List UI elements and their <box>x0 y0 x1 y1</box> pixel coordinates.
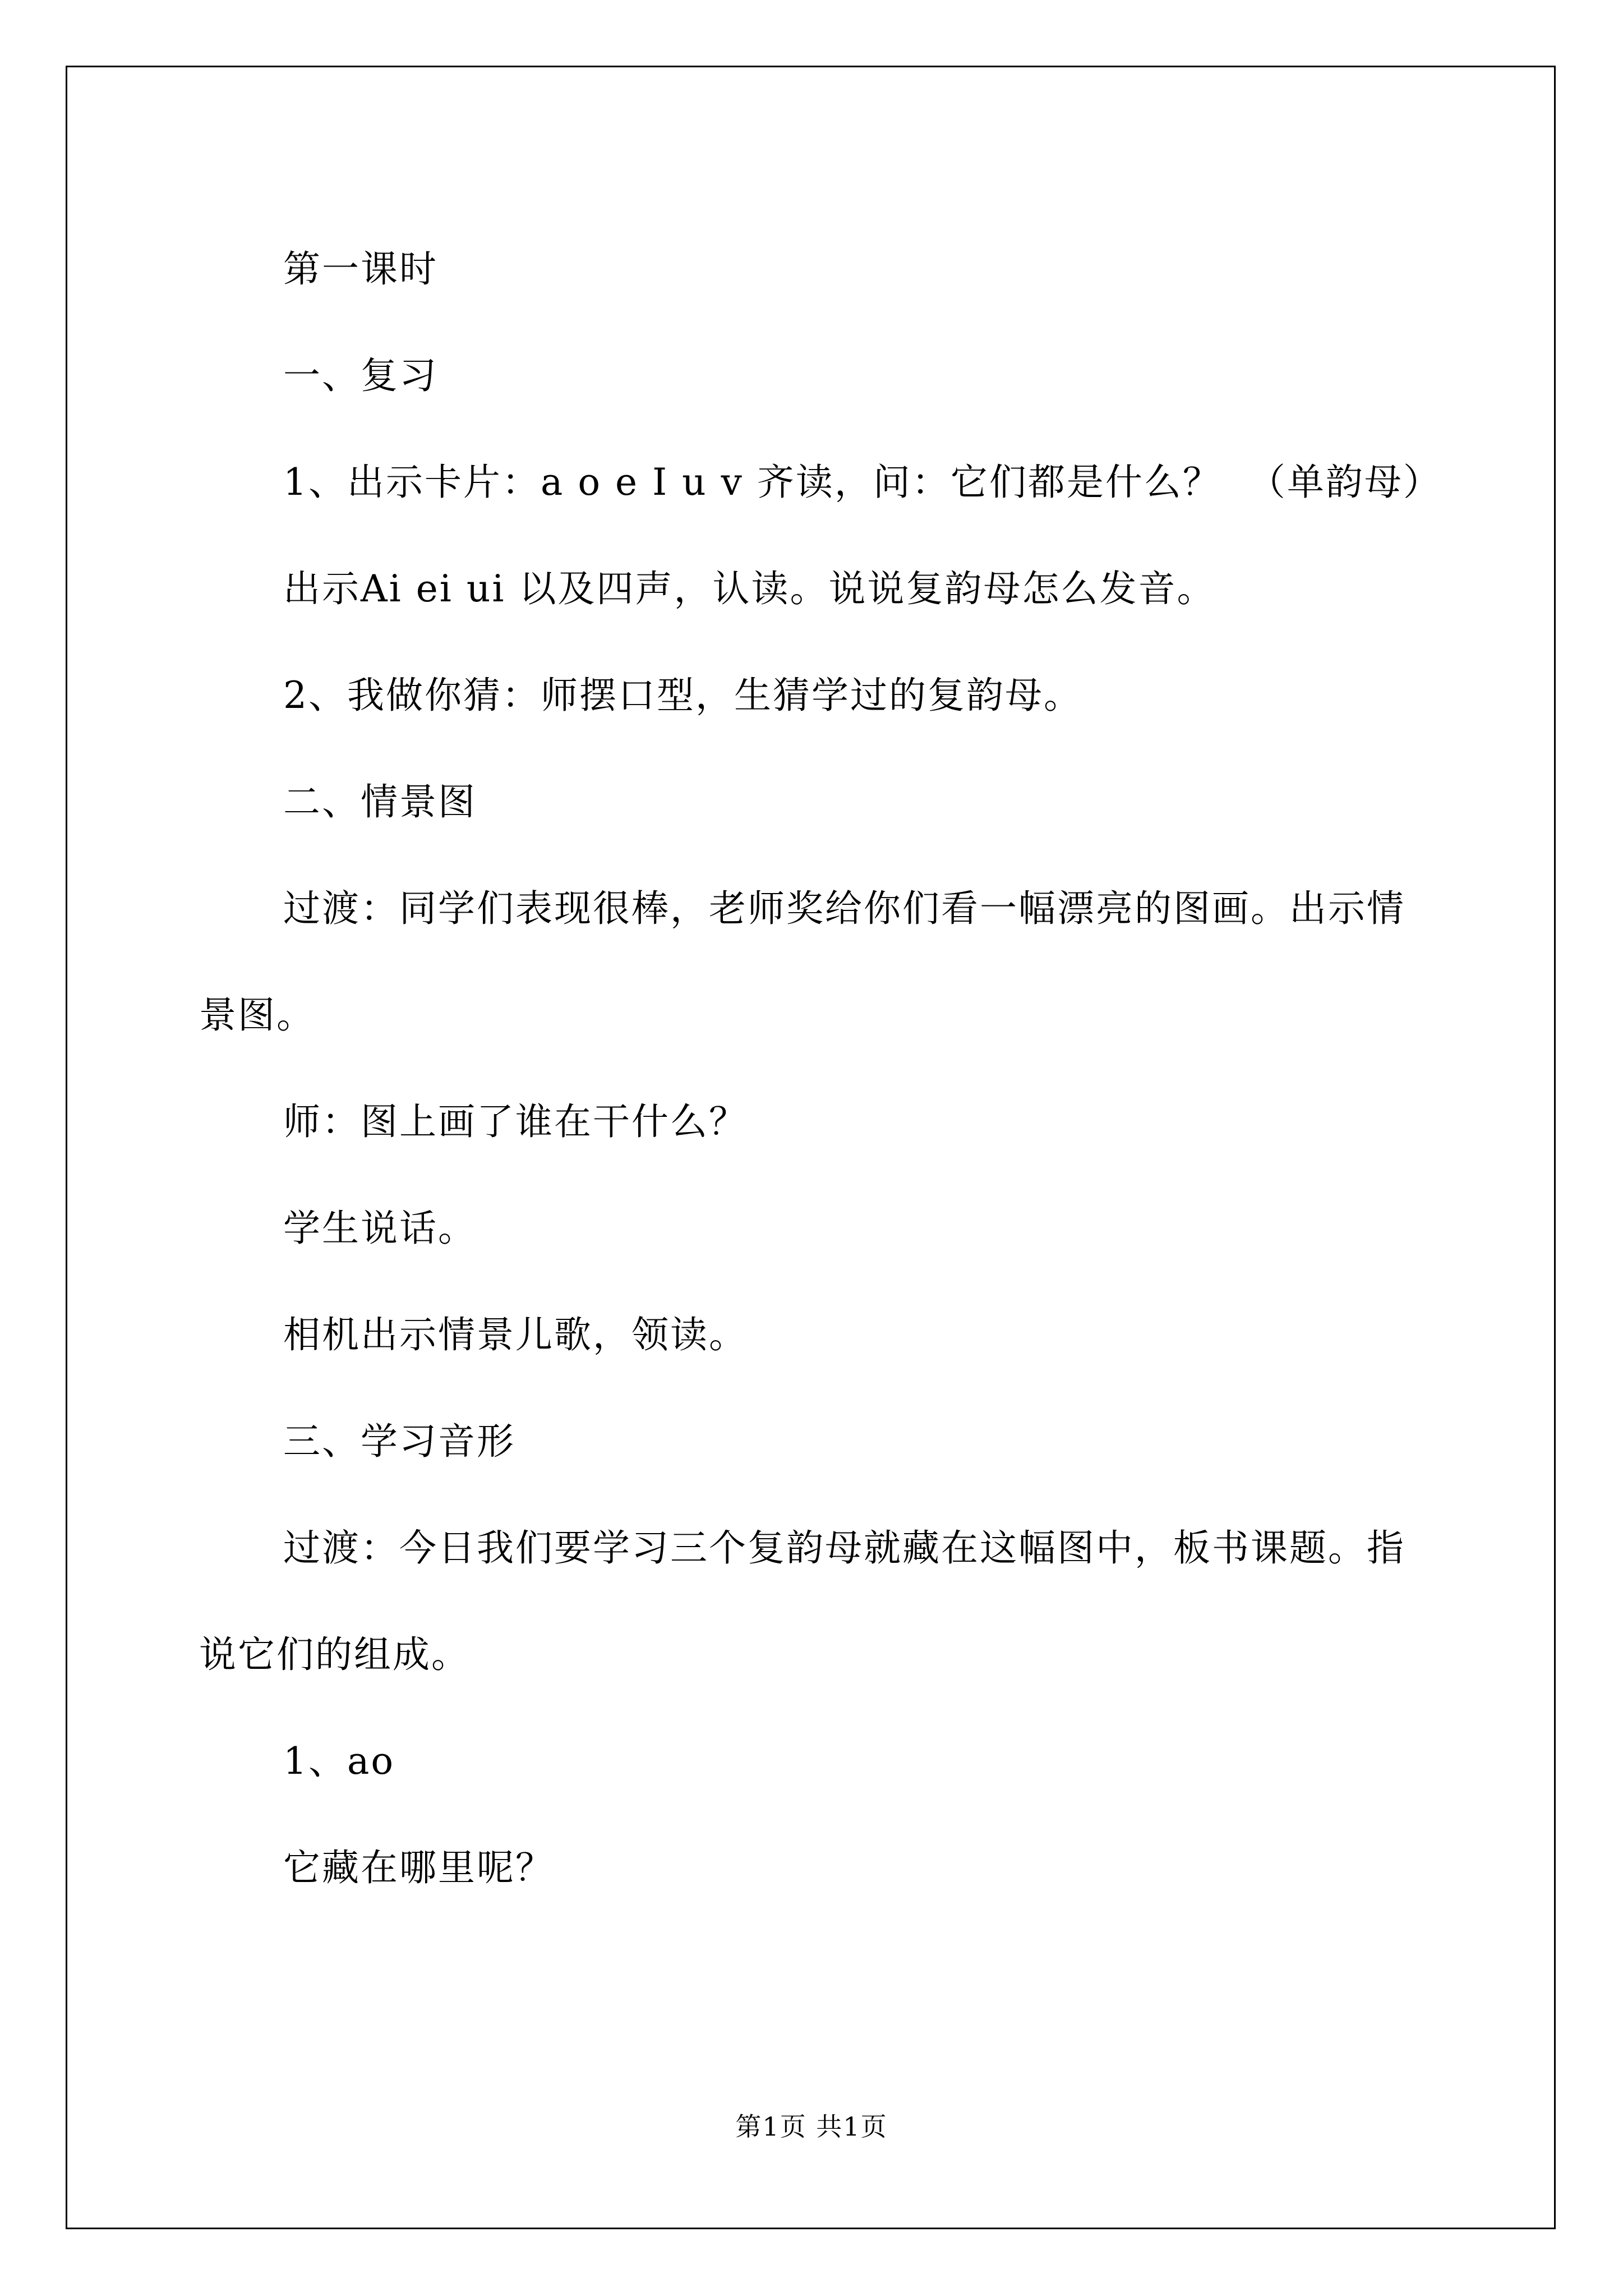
paragraph-section-review: 一、复习 <box>283 354 438 397</box>
page-number-footer: 第1页 共1页 <box>735 2111 888 2142</box>
document-body <box>199 216 1442 1921</box>
paragraph-lesson-title: 第一课时 <box>283 247 438 291</box>
paragraph-students-speak: 学生说话。 <box>283 1207 477 1250</box>
paragraph-show-cards: 1、出示卡片：a o e I u v 齐读，问：它们都是什么？ （单韵母） <box>283 461 1442 504</box>
paragraph-guess-game: 2、我做你猜：师摆口型，生猜学过的复韵母。 <box>283 674 1082 717</box>
paragraph-where-hidden: 它藏在哪里呢？ <box>283 1846 554 1889</box>
paragraph-section-sound-shape: 三、学习音形 <box>283 1420 515 1463</box>
paragraph-show-rhyme: 相机出示情景儿歌，领读。 <box>283 1313 748 1356</box>
paragraph-teacher-question: 师：图上画了谁在干什么？ <box>283 1100 748 1143</box>
paragraph-transition-picture: 过渡：同学们表现很棒，老师奖给你们看一幅漂亮的图画。出示情景图。 <box>199 887 1405 1037</box>
paragraph-show-compound-vowels: 出示Ai ei ui 以及四声，认读。说说复韵母怎么发音。 <box>283 567 1216 610</box>
paragraph-item-ao: 1、ao <box>283 1740 395 1783</box>
paragraph-transition-lesson: 过渡：今日我们要学习三个复韵母就藏在这幅图中，板书课题。指说它们的组成。 <box>199 1526 1405 1676</box>
paragraph-section-scene: 二、情景图 <box>283 780 477 823</box>
